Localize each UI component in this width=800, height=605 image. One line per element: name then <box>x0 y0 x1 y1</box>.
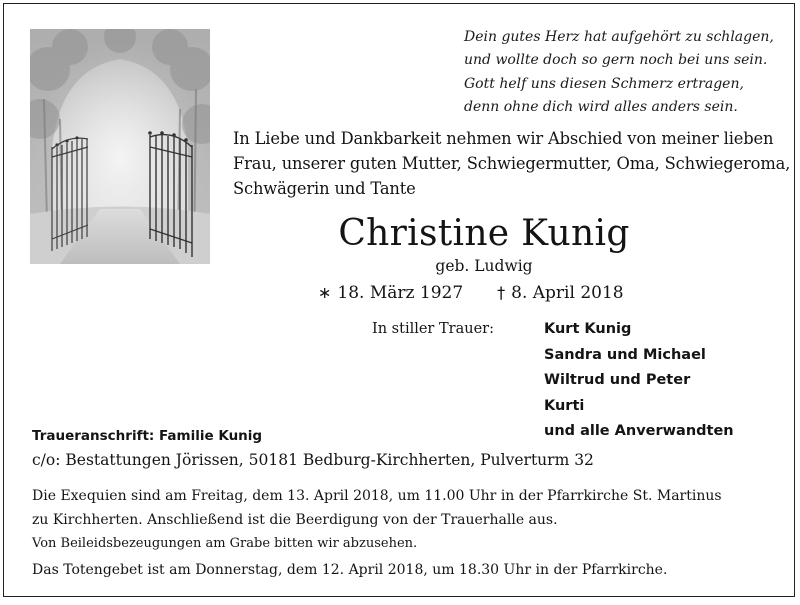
intro-line: Schwägerin und Tante <box>233 179 416 198</box>
condolences-notice: Von Beileidsbezeugungen am Grabe bitten wir abzusehen. <box>32 536 418 551</box>
exequien-line: Die Exequien sind am Freitag, dem 13. April 2018, um 11.00 Uhr in der Pfarrkirche St. Martinus <box>32 488 722 504</box>
poem-line: denn ohne dich wird alles anders sein. <box>464 98 738 115</box>
mourner-name: und alle Anverwandten <box>544 423 734 440</box>
birth-name: geb. Ludwig <box>435 257 533 275</box>
prayer-notice: Das Totengebet ist am Donnerstag, dem 12. April 2018, um 18.30 Uhr in der Pfarrkirche. <box>32 562 668 578</box>
birth-star-icon: ∗ <box>318 283 332 302</box>
mourner-name: Wiltrud und Peter <box>544 372 691 389</box>
deceased-name: Christine Kunig <box>338 213 630 254</box>
death-cross-icon: † <box>497 283 506 302</box>
gate-photo <box>30 29 210 264</box>
mourner-name: Kurt Kunig <box>544 321 632 337</box>
exequien-notice <box>32 484 782 532</box>
intro-text <box>233 126 793 201</box>
obituary-notice <box>3 3 795 597</box>
mourners-list <box>544 317 734 445</box>
intro-line: Frau, unserer guten Mutter, Schwiegermutter, Oma, Schwiegeroma, <box>233 154 791 173</box>
poem <box>464 26 784 119</box>
intro-line: In Liebe und Dankbarkeit nehmen wir Abschied von meiner lieben <box>233 129 774 148</box>
poem-line: Gott helf uns diesen Schmerz ertragen, <box>464 75 744 92</box>
poem-line: Dein gutes Herz hat aufgehört zu schlagen, <box>464 29 774 45</box>
mourning-label: In stiller Trauer: <box>372 321 494 337</box>
poem-line: und wollte doch so gern noch bei uns sein. <box>464 52 768 69</box>
mourner-name: Kurti <box>544 397 585 414</box>
exequien-line: zu Kirchherten. Anschließend ist die Beerdigung von der Trauerhalle aus. <box>32 512 558 528</box>
birth-date: 18. März 1927 <box>337 283 464 303</box>
life-dates <box>318 280 624 306</box>
address-label: Traueranschrift: Familie Kunig <box>32 428 263 444</box>
death-date: 8. April 2018 <box>511 283 624 303</box>
mourner-name: Sandra und Michael <box>544 346 706 363</box>
address-line: c/o: Bestattungen Jörissen, 50181 Bedburg-Kirchherten, Pulverturm 32 <box>32 451 594 469</box>
